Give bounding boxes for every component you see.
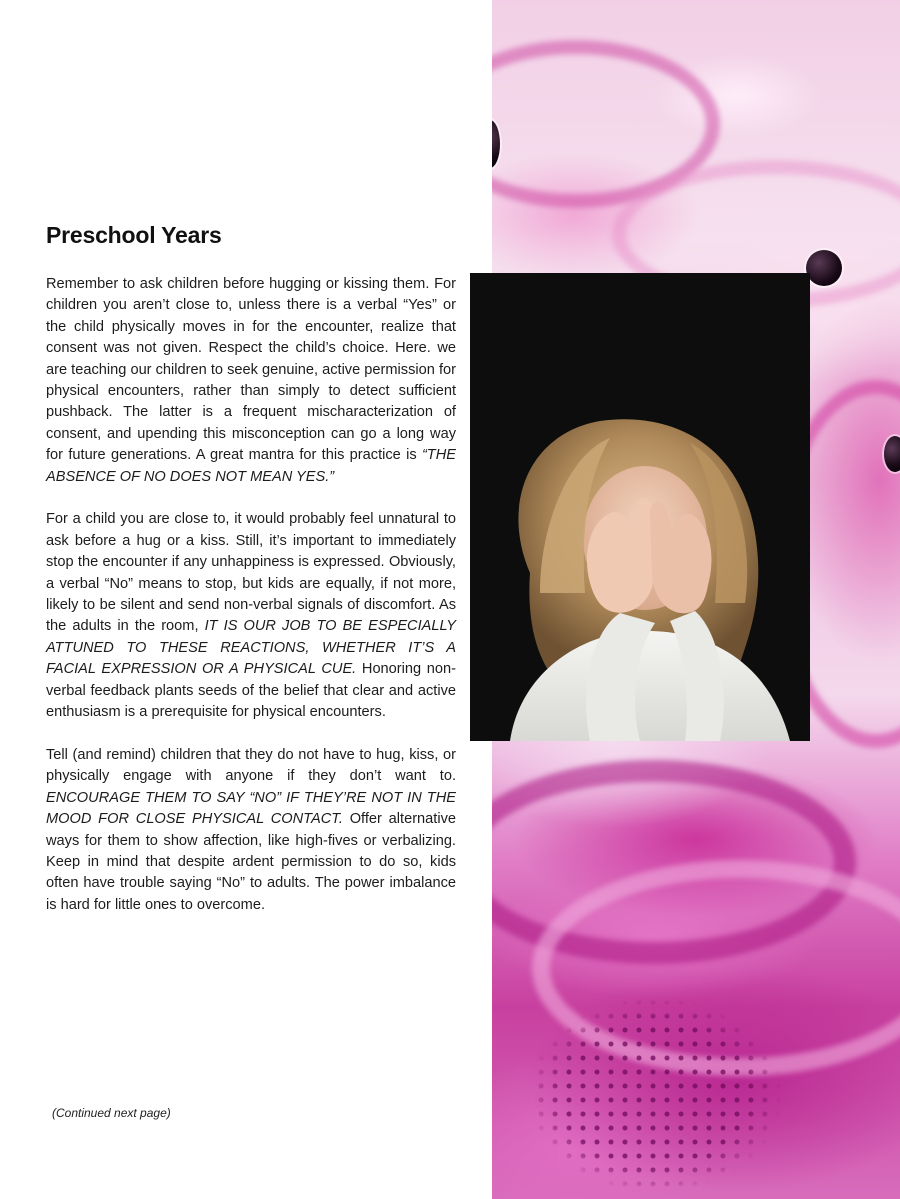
paragraph-1 (46, 274, 456, 488)
paragraph-text: Honoring non-verbal feedback plants seeds of the belief that clear and active enthusiasm is a prerequisite for physical encounters. (46, 661, 456, 721)
paragraph-2 (46, 509, 456, 723)
paragraph-3 (46, 745, 456, 916)
paragraph-text: Tell (and remind) children that they do not have to hug, kiss, or physically engage with anyone if they don’t want to. (46, 746, 456, 785)
section-heading: Preschool Years (46, 222, 222, 248)
bubble-icon (884, 436, 900, 472)
paragraph-text: Remember to ask children before hugging or kissing them. For children you aren’t close to, unless there is a verbal “Yes” or the child physically moves in for the encounter, realize that consent was not given. Respect the child’s choice. Here. we are teaching our children to seek genuine, active permission for physical encounters, rather than simply to detect sufficient pushback. The latter is a frequent mischaracterization of consent, and upending this misconception can go a long way for future generations. A great mantra for this practice is (46, 276, 456, 464)
paragraph-text: Offer alternative ways for them to show affection, like high-fives or verbalizing. Keep in mind that despite ardent permission to do so, kids often have trouble saying “No” to adults. The power imbalance is hard for little ones to overcome. (46, 811, 456, 913)
bubble-icon (806, 250, 842, 286)
emphasis-text: IT IS OUR JOB TO BE ESPECIALLY ATTUNED TO THESE REACTIONS, WHETHER IT’S A FACIAL EXPRESSION OR A PHYSICAL CUE. (46, 618, 457, 678)
emphasis-text: “THE ABSENCE OF NO DOES NOT MEAN YES.” (46, 447, 456, 485)
child-covering-eyes-photo (470, 273, 810, 741)
body-text (46, 274, 456, 938)
paragraph-text: For a child you are close to, it would probably feel unnatural to ask before a hug or a kiss. Still, it’s important to immediately stop the encounter if any unhappiness is expressed. Obviously, a verbal “No” means to stop, but kids are equally, if not more, likely to be silent and send non-verbal signals of discomfort. As the adults in the room, (46, 511, 456, 635)
continued-note: (Continued next page) (52, 1106, 171, 1120)
emphasis-text: ENCOURAGE THEM TO SAY “NO” IF THEY’RE NOT IN THE MOOD FOR CLOSE PHYSICAL CONTACT. (46, 789, 456, 828)
child-photo-illustration (470, 273, 810, 741)
dot-pattern (492, 939, 900, 1199)
